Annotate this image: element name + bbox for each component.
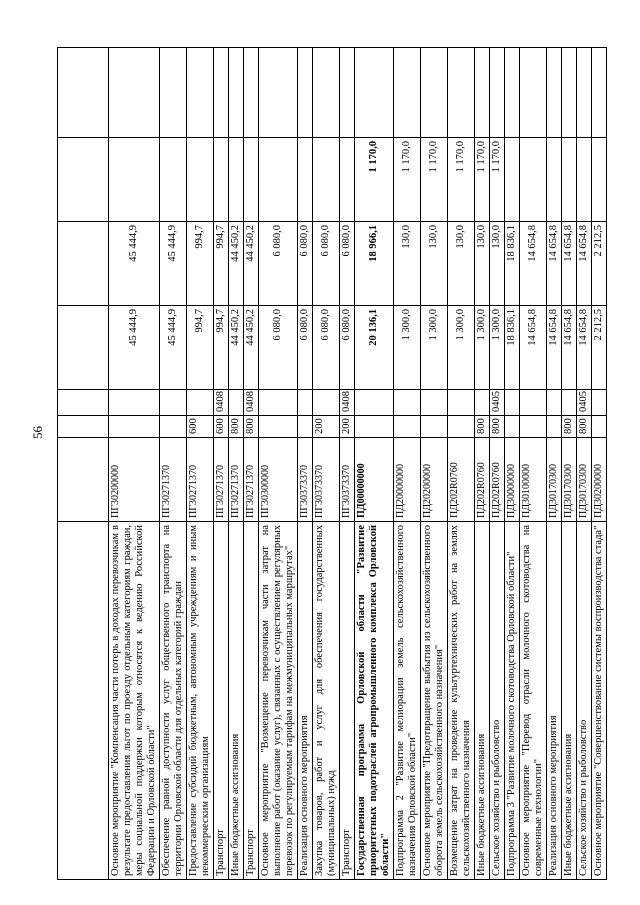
row-name-cell: Основное мероприятие "Предотвращение выбытия из сельскохозяйственного оборота земель сельскохозяйственного назначения": [421, 522, 448, 880]
row-name-cell: Возмещение затрат на проведение культуртехнических работ на землях сельскохозяйственного назначения: [448, 522, 475, 880]
table-row: [340, 48, 355, 880]
table-row: [313, 48, 340, 880]
total-amount-cell: 20 136,1: [355, 306, 394, 390]
expense-type-cell: 800: [244, 416, 259, 438]
federal-amount-cell: [160, 138, 187, 222]
target-code-cell: ПД30100000: [520, 438, 547, 522]
row-name-cell: Предоставление субсидий бюджетным, автономным учреждениям и иным некоммерческим организациям: [187, 522, 214, 880]
other-amount-cell: [259, 48, 298, 138]
other-amount-cell: [448, 48, 475, 138]
section-cell: [394, 390, 421, 416]
target-code-cell: ПД00000000: [355, 438, 394, 522]
federal-amount-cell: 1 170,0: [490, 138, 505, 222]
section-cell: [520, 390, 547, 416]
expense-type-cell: [109, 416, 160, 438]
total-amount-cell: 1 300,0: [448, 306, 475, 390]
rotated-page: [57, 48, 604, 880]
row-name-cell: Основное мероприятие "Совершенствование системы воспроизводства стада": [592, 522, 607, 880]
table-header-row: [58, 48, 109, 880]
regional-amount-cell: 45 444,9: [109, 222, 160, 306]
regional-amount-cell: 6 080,0: [298, 222, 313, 306]
section-cell: [313, 390, 340, 416]
federal-amount-cell: [298, 138, 313, 222]
target-code-cell: ПГ30271370: [214, 438, 229, 522]
row-name-cell: Сельское хозяйство и рыболовство: [577, 522, 592, 880]
row-name-cell: Основное мероприятие "Перевод отрасли молочного скотоводства на современные технологии": [520, 522, 547, 880]
section-cell: 0408: [214, 390, 229, 416]
expense-type-cell: [394, 416, 421, 438]
federal-amount-cell: 1 170,0: [394, 138, 421, 222]
expense-type-cell: 800: [577, 416, 592, 438]
total-amount-cell: 44 450,2: [229, 306, 244, 390]
federal-amount-cell: [520, 138, 547, 222]
other-amount-cell: [562, 48, 577, 138]
total-amount-cell: 45 444,9: [160, 306, 187, 390]
regional-amount-cell: 14 654,8: [547, 222, 562, 306]
target-code-cell: ПД20200000: [421, 438, 448, 522]
expense-type-cell: [547, 416, 562, 438]
table-row: [394, 48, 421, 880]
total-amount-cell: 994,7: [214, 306, 229, 390]
target-code-cell: ПГ30300000: [259, 438, 298, 522]
expense-type-cell: [505, 416, 520, 438]
target-code-cell: ПГ30271370: [160, 438, 187, 522]
section-cell: [187, 390, 214, 416]
other-amount-cell: [244, 48, 259, 138]
regional-amount-cell: [58, 222, 109, 306]
expense-type-cell: 600: [187, 416, 214, 438]
total-amount-cell: 6 080,0: [259, 306, 298, 390]
target-code-cell: ПГ30271370: [187, 438, 214, 522]
section-cell: 0405: [577, 390, 592, 416]
section-cell: [547, 390, 562, 416]
section-cell: [259, 390, 298, 416]
total-amount-cell: 44 450,2: [244, 306, 259, 390]
other-amount-cell: [187, 48, 214, 138]
target-code-cell: ПД30170300: [562, 438, 577, 522]
regional-amount-cell: 994,7: [187, 222, 214, 306]
target-code-cell: ПД202R0760: [490, 438, 505, 522]
row-name-cell: Реализация основного мероприятия: [547, 522, 562, 880]
other-amount-cell: [592, 48, 607, 138]
section-cell: [355, 390, 394, 416]
section-cell: [562, 390, 577, 416]
other-amount-cell: [160, 48, 187, 138]
regional-amount-cell: 6 080,0: [259, 222, 298, 306]
total-amount-cell: 6 080,0: [340, 306, 355, 390]
section-cell: [58, 390, 109, 416]
section-cell: [421, 390, 448, 416]
regional-amount-cell: 18 966,1: [355, 222, 394, 306]
row-name-cell: Подпрограмма 3 "Развитие молочного скотоводства Орловской области": [505, 522, 520, 880]
page-number: 56: [30, 426, 45, 439]
expense-type-cell: [58, 416, 109, 438]
target-code-cell: ПГ30373370: [340, 438, 355, 522]
target-code-cell: ПД30200000: [592, 438, 607, 522]
table-row: [490, 48, 505, 880]
expense-type-cell: 600: [214, 416, 229, 438]
section-cell: [505, 390, 520, 416]
federal-amount-cell: [577, 138, 592, 222]
target-code-cell: ПД30170300: [577, 438, 592, 522]
total-amount-cell: 45 444,9: [109, 306, 160, 390]
table-row: [592, 48, 607, 880]
total-amount-cell: 18 836,1: [505, 306, 520, 390]
other-amount-cell: [421, 48, 448, 138]
federal-amount-cell: [592, 138, 607, 222]
table-row: [475, 48, 490, 880]
regional-amount-cell: 14 654,8: [520, 222, 547, 306]
target-code-cell: ПГ30271370: [229, 438, 244, 522]
federal-amount-cell: [562, 138, 577, 222]
target-code-cell: ПГ30373370: [298, 438, 313, 522]
target-code-cell: ПГ30373370: [313, 438, 340, 522]
regional-amount-cell: 130,0: [421, 222, 448, 306]
federal-amount-cell: 1 170,0: [421, 138, 448, 222]
row-name-cell: Иные бюджетные ассигнования: [562, 522, 577, 880]
section-cell: [475, 390, 490, 416]
table-row: [229, 48, 244, 880]
total-amount-cell: 1 300,0: [475, 306, 490, 390]
federal-amount-cell: [547, 138, 562, 222]
row-name-cell: Сельское хозяйство и рыболовство: [490, 522, 505, 880]
row-name-cell: [58, 522, 109, 880]
target-code-cell: ПГ30271370: [244, 438, 259, 522]
row-name-cell: Реализация основного мероприятия: [298, 522, 313, 880]
table-row: [355, 48, 394, 880]
row-name-cell: Основное мероприятие "Компенсация части потерь в доходах перевозчикам в результате предоставления льгот по проезду отдельным категориям граждан, меры социальной поддержки которым относятся к ведению Российской Федерации и Орловской области": [109, 522, 160, 880]
regional-amount-cell: 130,0: [394, 222, 421, 306]
regional-amount-cell: 44 450,2: [229, 222, 244, 306]
federal-amount-cell: [244, 138, 259, 222]
regional-amount-cell: 18 836,1: [505, 222, 520, 306]
regional-amount-cell: 994,7: [214, 222, 229, 306]
total-amount-cell: 1 300,0: [490, 306, 505, 390]
total-amount-cell: 1 300,0: [421, 306, 448, 390]
table-row: [562, 48, 577, 880]
expense-type-cell: [160, 416, 187, 438]
federal-amount-cell: 1 170,0: [355, 138, 394, 222]
row-name-cell: Иные бюджетные ассигнования: [475, 522, 490, 880]
total-amount-cell: 994,7: [187, 306, 214, 390]
regional-amount-cell: 130,0: [448, 222, 475, 306]
federal-amount-cell: [313, 138, 340, 222]
expense-type-cell: [259, 416, 298, 438]
table-row: [505, 48, 520, 880]
target-code-cell: ПГ30200000: [109, 438, 160, 522]
expense-type-cell: 800: [229, 416, 244, 438]
table-row: [520, 48, 547, 880]
regional-amount-cell: 2 212,5: [592, 222, 607, 306]
table-row: [547, 48, 562, 880]
other-amount-cell: [547, 48, 562, 138]
row-name-cell: Основное мероприятие "Возмещение перевозчикам части затрат на выполнение работ (оказание услуг), связанных с осуществлением регулярных перевозок по регулируемым тарифам на межмуниципальных маршрутах": [259, 522, 298, 880]
regional-amount-cell: 45 444,9: [160, 222, 187, 306]
federal-amount-cell: 1 170,0: [448, 138, 475, 222]
target-code-cell: ПД30000000: [505, 438, 520, 522]
table-row: [448, 48, 475, 880]
target-code-cell: ПД20000000: [394, 438, 421, 522]
table-row: [298, 48, 313, 880]
expense-type-cell: [298, 416, 313, 438]
section-cell: [160, 390, 187, 416]
total-amount-cell: 14 654,8: [520, 306, 547, 390]
section-cell: [592, 390, 607, 416]
total-amount-cell: 6 080,0: [313, 306, 340, 390]
target-code-cell: ПД30170300: [547, 438, 562, 522]
other-amount-cell: [355, 48, 394, 138]
section-cell: 0405: [490, 390, 505, 416]
regional-amount-cell: 14 654,8: [562, 222, 577, 306]
expense-type-cell: [592, 416, 607, 438]
target-code-cell: ПД202R0760: [448, 438, 475, 522]
table-row: [160, 48, 187, 880]
section-cell: [229, 390, 244, 416]
federal-amount-cell: [58, 138, 109, 222]
other-amount-cell: [520, 48, 547, 138]
other-amount-cell: [577, 48, 592, 138]
expense-type-cell: 800: [475, 416, 490, 438]
expense-type-cell: 800: [490, 416, 505, 438]
row-name-cell: Транспорт: [244, 522, 259, 880]
expense-type-cell: 200: [340, 416, 355, 438]
table-row: [577, 48, 592, 880]
table-row: [109, 48, 160, 880]
federal-amount-cell: [259, 138, 298, 222]
section-cell: [448, 390, 475, 416]
total-amount-cell: 2 212,5: [592, 306, 607, 390]
other-amount-cell: [298, 48, 313, 138]
budget-table: [57, 47, 607, 880]
target-code-cell: ПД202R0760: [475, 438, 490, 522]
row-name-cell: Иные бюджетные ассигнования: [229, 522, 244, 880]
table-row: [259, 48, 298, 880]
total-amount-cell: [58, 306, 109, 390]
federal-amount-cell: [214, 138, 229, 222]
federal-amount-cell: 1 170,0: [475, 138, 490, 222]
expense-type-cell: [448, 416, 475, 438]
section-cell: 0408: [340, 390, 355, 416]
federal-amount-cell: [340, 138, 355, 222]
regional-amount-cell: 14 654,8: [577, 222, 592, 306]
federal-amount-cell: [229, 138, 244, 222]
expense-type-cell: 800: [562, 416, 577, 438]
regional-amount-cell: 130,0: [475, 222, 490, 306]
table-row: [214, 48, 229, 880]
other-amount-cell: [214, 48, 229, 138]
row-name-cell: Подпрограмма 2 "Развитие мелиорации земель сельскохозяйственного назначения Орловской области": [394, 522, 421, 880]
other-amount-cell: [490, 48, 505, 138]
total-amount-cell: 14 654,8: [577, 306, 592, 390]
expense-type-cell: [355, 416, 394, 438]
row-name-cell: Государственная программа Орловской области "Развитие приоритетных подотраслей агропромышленного комплекса Орловской области": [355, 522, 394, 880]
regional-amount-cell: 6 080,0: [313, 222, 340, 306]
federal-amount-cell: [109, 138, 160, 222]
regional-amount-cell: 130,0: [490, 222, 505, 306]
section-cell: 0408: [244, 390, 259, 416]
regional-amount-cell: 6 080,0: [340, 222, 355, 306]
other-amount-cell: [229, 48, 244, 138]
expense-type-cell: 200: [313, 416, 340, 438]
section-cell: [109, 390, 160, 416]
total-amount-cell: 14 654,8: [547, 306, 562, 390]
row-name-cell: Обеспечение равной доступности услуг общественного транспорта на территории Орловской области для отдельных категорий граждан: [160, 522, 187, 880]
total-amount-cell: 1 300,0: [394, 306, 421, 390]
table-row: [421, 48, 448, 880]
row-name-cell: Транспорт: [340, 522, 355, 880]
row-name-cell: Транспорт: [214, 522, 229, 880]
expense-type-cell: [421, 416, 448, 438]
other-amount-cell: [313, 48, 340, 138]
federal-amount-cell: [187, 138, 214, 222]
total-amount-cell: 14 654,8: [562, 306, 577, 390]
table-row: [187, 48, 214, 880]
table-row: [244, 48, 259, 880]
total-amount-cell: 6 080,0: [298, 306, 313, 390]
other-amount-cell: [475, 48, 490, 138]
section-cell: [298, 390, 313, 416]
other-amount-cell: [505, 48, 520, 138]
federal-amount-cell: [505, 138, 520, 222]
table-body: [58, 48, 607, 880]
target-code-cell: [58, 438, 109, 522]
row-name-cell: Закупка товаров, работ и услуг для обеспечения государственных (муниципальных) нужд: [313, 522, 340, 880]
other-amount-cell: [394, 48, 421, 138]
other-amount-cell: [109, 48, 160, 138]
expense-type-cell: [520, 416, 547, 438]
other-amount-cell: [58, 48, 109, 138]
other-amount-cell: [340, 48, 355, 138]
regional-amount-cell: 44 450,2: [244, 222, 259, 306]
